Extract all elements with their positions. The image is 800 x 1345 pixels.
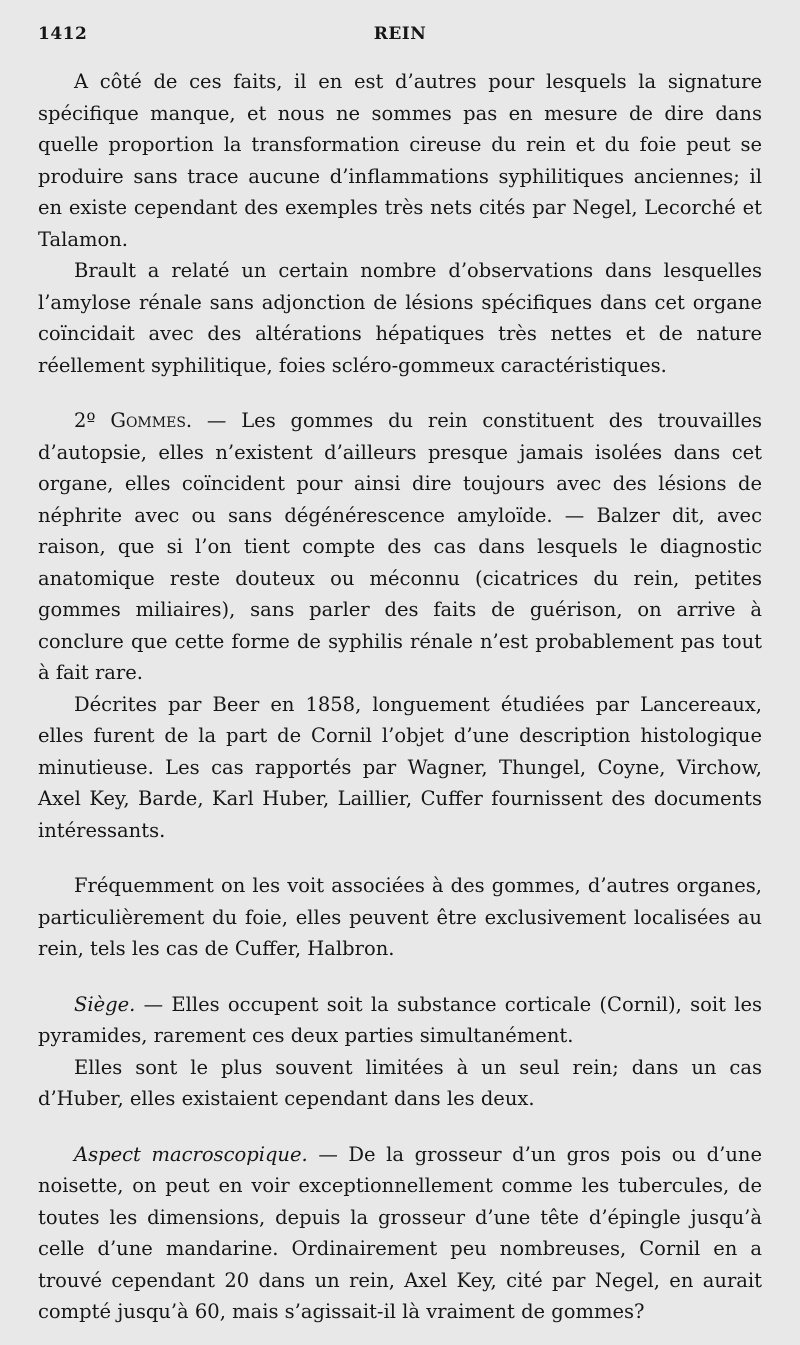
paragraph-siege [38,989,762,1052]
paragraph-gommes [38,405,762,689]
body-text [38,66,762,1328]
subheading-siege: Siège. [74,992,136,1016]
paragraph-gommes-text: — Les gommes du rein constituent des trouvailles d’autopsie, elles n’existent d’ailleurs presque jamais isolées dans cet organe, elles coïncident pour ainsi dire toujours avec des lésions de néphrite avec ou sans dégénérescence amyloïde. — Balzer dit, avec raison, que si l’on tient compte des cas dans lesquels le diagnostic anatomique reste douteux ou méconnu (cicatrices du rein, petites gommes miliaires), sans parler des faits de guérison, on arrive à conclure que cette forme de syphilis rénale n’est probablement pas tout à fait rare. [38,409,762,684]
paragraph-7: Elles sont le plus souvent limitées à un seul rein; dans un cas d’Huber, elles existaient cependant dans les deux. [38,1055,762,1110]
paragraph-4: Décrites par Beer en 1858, longuement étudiées par Lancereaux, elles furent de la part de Cornil l’objet d’une description histologique minutieuse. Les cas rapportés par Wagner, Thungel, Coyne, Virchow, Axel Key, Barde, Karl Huber, Laillier, Cuffer fournissent des documents intéressants. [38,692,762,842]
paragraph-siege-text: — Elles occupent soit la substance corticale (Cornil), soit les pyramides, rarement ces deux parties simultanément. [38,992,762,1047]
paragraph-1: A côté de ces faits, il en est d’autres pour lesquels la signature spécifique manque, et nous ne sommes pas en mesure de dire dans quelle proportion la transformation cireuse du rein et du foie peut se produire sans trace aucune d’inflammations syphilitiques anciennes; il en existe cependant des exemples très nets cités par Negel, Lecorché et Talamon. [38,70,762,251]
paragraph-aspect-text: — De la grosseur d’un gros pois ou d’une noisette, on peut en voir exceptionnellement comme les tubercules, de toutes les dimensions, depuis la grosseur d’une tête d’épingle jusqu’à celle d’une mandarine. Ordinairement peu nombreuses, Cornil en a trouvé cependant 20 dans un rein, Axel Key, cité par Negel, en aurait compté jusqu’à 60, mais s’agissait-il là vraiment de gommes? [38,1142,762,1323]
paragraph-5: Fréquemment on les voit associées à des gommes, d’autres organes, particulièrement du foie, elles peuvent être exclusivement localisées au rein, tels les cas de Cuffer, Halbron. [38,874,762,960]
paragraph-aspect [38,1139,762,1328]
running-title: REIN [373,24,427,44]
subheading-aspect-macroscopique: Aspect macroscopique. [74,1142,308,1166]
page-header [38,24,762,48]
paragraph-2: Brault a relaté un certain nombre d’observations dans lesquelles l’amylose rénale sans adjonction de lésions spécifiques dans cet organe coïncidait avec des altérations hépatiques très nettes et de nature réellement syphilitique, foies scléro-gommeux caractéristiques. [38,259,762,377]
page-number: 1412 [38,24,88,44]
section-heading-gommes: 2º Gommes. [74,409,193,432]
